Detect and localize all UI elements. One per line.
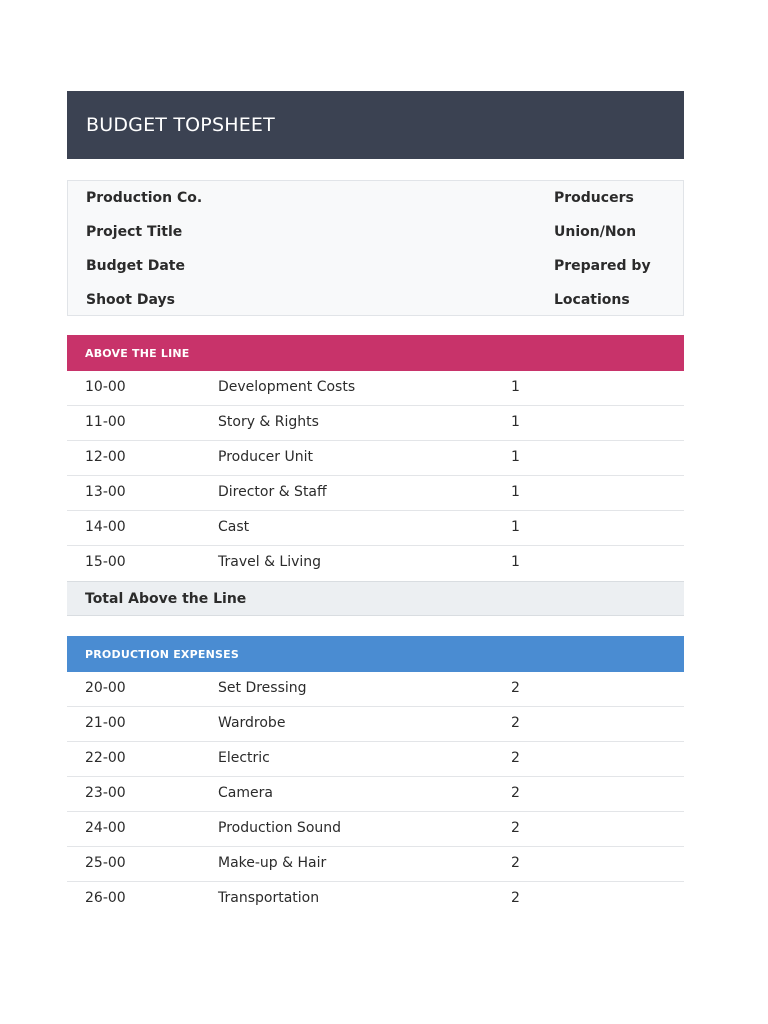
section-above-the-line xyxy=(67,335,684,616)
table-row xyxy=(67,812,684,847)
table-row xyxy=(67,672,684,707)
account-quantity: 1 xyxy=(511,449,520,465)
info-label-union: Union/Non xyxy=(554,224,637,240)
account-code: 26-00 xyxy=(85,890,126,906)
account-code: 23-00 xyxy=(85,785,126,801)
info-label-project-title: Project Title xyxy=(86,224,183,240)
account-description: Transportation xyxy=(218,890,320,906)
account-description: Travel & Living xyxy=(218,554,322,570)
account-description: Electric xyxy=(218,750,270,766)
section-heading: PRODUCTION EXPENSES xyxy=(85,647,239,661)
account-code: 15-00 xyxy=(85,554,126,570)
account-code: 14-00 xyxy=(85,519,126,535)
section-header xyxy=(67,636,684,672)
account-description: Producer Unit xyxy=(218,449,313,465)
account-description: Development Costs xyxy=(218,379,356,395)
account-quantity: 1 xyxy=(511,519,520,535)
title-bar xyxy=(67,91,684,159)
account-quantity: 1 xyxy=(511,379,520,395)
table-row xyxy=(67,707,684,742)
account-code: 22-00 xyxy=(85,750,126,766)
total-label: Total Above the Line xyxy=(85,590,247,607)
table-row xyxy=(67,546,684,581)
table-row xyxy=(67,476,684,511)
section-production-expenses xyxy=(67,636,684,917)
table-row xyxy=(67,406,684,441)
account-description: Director & Staff xyxy=(218,484,327,500)
account-quantity: 2 xyxy=(511,855,520,871)
account-quantity: 2 xyxy=(511,820,520,836)
project-info-panel xyxy=(67,180,684,316)
table-row xyxy=(67,742,684,777)
account-quantity: 1 xyxy=(511,484,520,500)
account-quantity: 2 xyxy=(511,750,520,766)
info-label-production-co: Production Co. xyxy=(86,190,203,206)
info-label-shoot-days: Shoot Days xyxy=(86,292,175,308)
account-code: 12-00 xyxy=(85,449,126,465)
account-quantity: 2 xyxy=(511,890,520,906)
account-code: 10-00 xyxy=(85,379,126,395)
info-label-budget-date: Budget Date xyxy=(86,258,185,274)
account-quantity: 2 xyxy=(511,785,520,801)
table-row xyxy=(67,847,684,882)
account-code: 21-00 xyxy=(85,715,126,731)
account-quantity: 2 xyxy=(511,715,520,731)
account-quantity: 1 xyxy=(511,554,520,570)
account-description: Set Dressing xyxy=(218,680,307,696)
info-column-left xyxy=(86,187,202,323)
info-label-prepared-by: Prepared by xyxy=(554,258,651,274)
total-row xyxy=(67,581,684,616)
account-code: 11-00 xyxy=(85,414,126,430)
budget-sheet xyxy=(67,91,684,917)
account-code: 20-00 xyxy=(85,680,126,696)
account-code: 25-00 xyxy=(85,855,126,871)
account-description: Wardrobe xyxy=(218,715,286,731)
account-description: Camera xyxy=(218,785,273,801)
account-quantity: 1 xyxy=(511,414,520,430)
info-column-right xyxy=(554,187,651,323)
account-description: Cast xyxy=(218,519,250,535)
section-heading: ABOVE THE LINE xyxy=(85,346,190,360)
account-description: Make-up & Hair xyxy=(218,855,327,871)
info-label-locations: Locations xyxy=(554,292,630,308)
info-label-producers: Producers xyxy=(554,190,634,206)
account-quantity: 2 xyxy=(511,680,520,696)
section-header xyxy=(67,335,684,371)
table-row xyxy=(67,882,684,917)
table-row xyxy=(67,441,684,476)
table-row xyxy=(67,511,684,546)
account-description: Production Sound xyxy=(218,820,342,836)
account-description: Story & Rights xyxy=(218,414,319,430)
table-row xyxy=(67,777,684,812)
page-title: BUDGET TOPSHEET xyxy=(86,114,275,136)
table-row xyxy=(67,371,684,406)
account-code: 24-00 xyxy=(85,820,126,836)
account-code: 13-00 xyxy=(85,484,126,500)
